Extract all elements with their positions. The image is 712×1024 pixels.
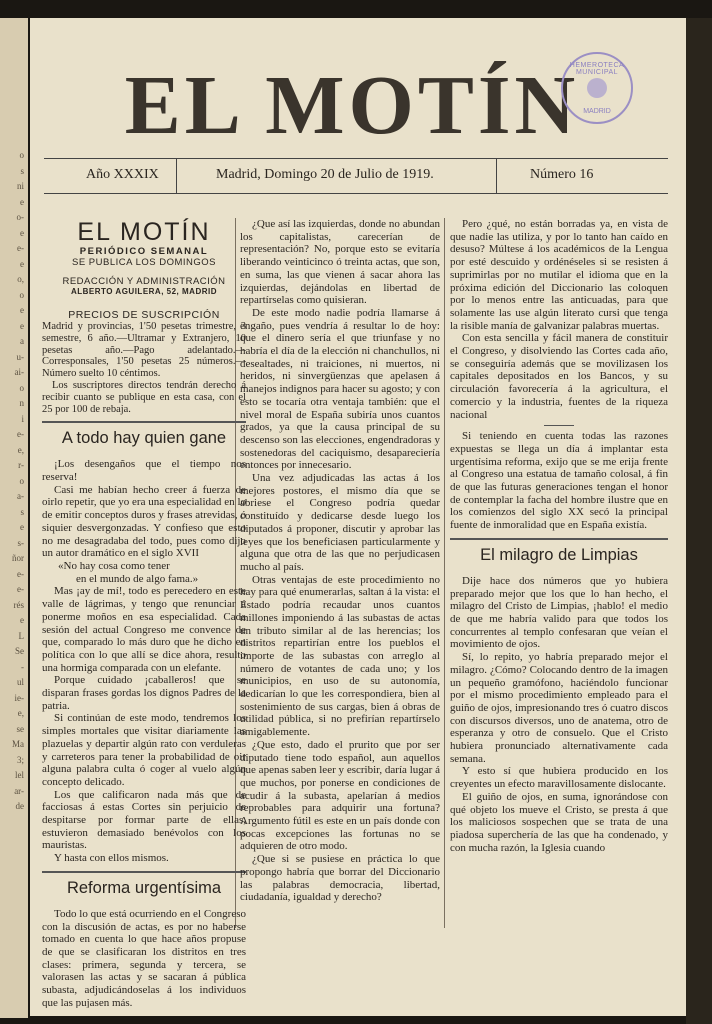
paragraph: ¿Que así las izquierdas, donde no abundan los capitalistas, carecerían de representación? No, porque esto se evitaría liberando veinticinco ó treinta actas, que son, en suma, las que vienen á sacar ahora las izquierdas, dejándolas en libertad de repartírselas como quisieran. <box>240 218 440 307</box>
column-1 <box>42 218 246 1008</box>
paragraph: Mas ¡ay de mí!, todo es perecedero en este valle de lágrimas, y tengo que renunciar á ponerme moños en esa especialidad. Cada sesión del actual Congreso me convence de que, comparado lo más duro que he dicho en política con lo que allí se dice ahora, resulto una hormiga comparada con un elefante. <box>42 585 246 674</box>
paragraph: Porque cuidado ¡caballeros! que se disparan frases gordas los dignos Padres de la patria. <box>42 674 246 712</box>
edge-fragment: rés <box>13 599 24 610</box>
edge-fragment: i <box>21 413 24 424</box>
box-address: ALBERTO AGUILERA, 52, MADRID <box>70 287 217 296</box>
edge-fragment: 3; <box>16 754 24 765</box>
edge-fragment: n <box>19 398 24 408</box>
paragraph: Una vez adjudicadas las actas á los mejores postores, el mismo día que se abriese el Congreso podría quedar constituído y dedicarse desde luego los diputados á proponer, discutir y aprobar las leyes que los beneficiasen particularmente y alguna que otra de las que no perjudicasen mucho al país. <box>240 472 440 573</box>
stamp-bottom-text: MADRID <box>583 108 611 115</box>
paragraph: Los que calificaron nada más que de facciosas á estas Cortes sin perjuicio de despitarse por formar parte de ellas, estuvieron demasiado benévolos con los mauristas. <box>42 788 246 852</box>
edge-fragment: se <box>16 723 24 734</box>
paragraph: Con esta sencilla y fácil manera de constituir el Congreso, y disolviendo las Cortes cada año, se conseguiría además que se movilizasen los capitales depositados en los Bancos, y su circulación favorecería á la agricultura, el comercio y la industria, fuentes de la riqueza nacional <box>450 332 668 421</box>
issue-info-bar <box>44 158 668 194</box>
paragraph: Pero ¿qué, no están borradas ya, en vista de que nadie las utiliza, y por lo tanto han caído en desuso? Múltese á los académicos de la Lengua por esté descuido y ordénéseles si se resisten á suprimirlas por no mutilar el idioma que en la próxima edición del Diccionario las coloquen por lo menos entre las anticuadas, para que solamente las use algún literato cursi que tenga la risible manía de galvanizar palabras muertas. <box>450 218 668 332</box>
edge-fragment: s <box>20 165 24 176</box>
paragraph: Casi me habían hecho creer á fuerza de oirlo repetir, que yo era una especialidad en lo de emitir conceptos duros y frases atrevidas, ó siquier desvergonzadas. Y confieso que esto no me desagradaba del todo, pues como dijo un autor dramático en el siglo XVII <box>42 483 246 560</box>
adjacent-page-text <box>2 148 24 815</box>
edge-fragment: e- <box>17 429 24 439</box>
edge-fragment: a- <box>17 491 24 501</box>
paragraph: Si continúan de este modo, tendremos los simples mortales que visitar diariamente las plazuelas y departir algún rato con verduleras y carreteros para tener la probabilidad de oir alguna palabra culta ó coger al vuelo algún concepto delicado. <box>42 712 246 788</box>
divider <box>544 425 574 426</box>
box-office: REDACCIÓN Y ADMINISTRACIÓN <box>62 276 226 287</box>
paragraph: Si teniendo en cuenta todas las razones expuestas se llega un día á implantar esta urgentísima reforma, exijo que se me erija frente al Congreso una estatua de tamaño colosal, á fin de que las futuras generaciones tengan el honor de contemplar la facha del hombre ilustre que en los comienzos del siglo XX secó la principal fuente de inmoralidad que en España existía. <box>450 430 668 532</box>
paragraph: El guiño de ojos, en suma, ignorándose con qué objeto los mueve el Cristo, se presta á que los maliciosos sospechen que se trata de una piadosa superchería de las que ha condenado, y con mucha razón, la Iglesia cuando <box>450 790 668 854</box>
stamp-emblem-icon <box>587 78 607 98</box>
prices-text: Madrid y provincias, 1'50 pesetas trimestre, 3 semestre, 6 año.—Ultramar y Extranjero, 10 pesetas año.—Pago adelantado.—Corresponsales, 1'50 pesetas 25 números.—Número suelto 10 céntimos. <box>42 321 246 380</box>
edge-fragment: e- <box>17 584 24 594</box>
paragraph: ¡Los desengaños que el tiempo nos reserva! <box>42 458 246 484</box>
article-heading: Reforma urgentísima <box>42 871 246 898</box>
adjacent-page-edge <box>0 18 28 1018</box>
divider <box>496 159 497 193</box>
box-subtitle: PERIÓDICO SEMANAL <box>79 246 209 257</box>
edge-fragment: e <box>20 305 24 315</box>
edge-fragment: lel <box>15 770 24 780</box>
edge-fragment: e <box>20 522 24 532</box>
issue-number: Número 16 <box>530 167 594 182</box>
column-3 <box>450 218 668 1008</box>
edge-fragment: ie- <box>14 692 24 703</box>
paragraph: De este modo nadie podría llamarse á engaño, pues vendría á resultar lo de hoy: que el dinero sería el que triunfase y no habría el día de la elección ni chanchullos, ni desealtades, ni traiciones, ni muertos, ni heridos, ni sinvergüenzas que apelasen á manejos indignos para hacer su agosto; y con esto se tocaría otra ventaja también: que el nivel moral de España subiría unos cuantos grados, ya que la causa principal de su descenso son las elecciones, engendradoras y sostenedoras del caciquismo, desapareciería entonces por innecesario. <box>240 306 440 472</box>
edge-fragment: ai- <box>14 367 24 377</box>
column-2 <box>240 218 440 1008</box>
paragraph: ¿Que esto, dado el prurito que por ser diputado tiene todo español, aun aquellos que apenas saben leer y escribir, daría lugar á que muchos, por ponerse en condiciones de acudir á la subasta, apelarían á medios reprobables para adquirir una fortuna? Argumento fútil es este en un país donde con pocas excepciones las fortunas no se adquieren de otro modo. <box>240 738 440 853</box>
issue-year: Año XXXIX <box>86 167 159 182</box>
verse-line: «No hay cosa como tener <box>58 560 170 572</box>
paragraph: Y hasta con ellos mismos. <box>54 852 169 865</box>
article-heading: A todo hay quien gane <box>42 421 246 448</box>
edge-fragment: e, <box>17 444 24 455</box>
edge-fragment: u- <box>16 351 24 362</box>
subscription-box <box>42 218 246 321</box>
article-heading: El milagro de Limpias <box>450 538 668 565</box>
box-tagline: SE PUBLICA LOS DOMINGOS <box>71 257 216 268</box>
paragraph: Todo lo que está ocurriendo en el Congreso con la discusión de actas, es por no haberse tomado en cuenta lo que hace años propuse de que se clasificaran los distritos en tres clases: primera, segunda y tercera, se valorasen las actas y se sacaran á pública subasta, adjudicándoselas á los individuos que las pujasen más. <box>42 907 246 1008</box>
edge-fragment: Ma <box>12 739 24 749</box>
paragraph: Sí, lo repito, yo habría preparado mejor el milagro. ¿Cómo? Colocando dentro de la imagen un pequeño gramófono, haciéndolo funcionar por el mismo procedimiento empleado para el guiño de ojos, impresionando tres ó cuatro discos con discursos diversos, uno de anatema, otro de esperanza y otro de consuelo. Que el Cristo hubiera pronunciado alternativamente cada semana. <box>450 651 668 765</box>
subscription-prices <box>42 321 246 415</box>
edge-fragment: e <box>20 227 24 238</box>
newspaper-page <box>30 18 686 1016</box>
edge-fragment: ar- <box>14 785 24 796</box>
edge-fragment: o <box>19 150 24 160</box>
edge-fragment: - <box>21 661 24 672</box>
edge-fragment: ñor <box>12 553 24 563</box>
edge-fragment: e, <box>17 708 24 718</box>
edge-fragment: s <box>20 506 24 517</box>
edge-fragment: e <box>20 320 24 331</box>
paragraph: Dije hace dos números que yo hubiera preparado mejor que los que lo han hecho, el milagro del Cristo de Limpias, ¡hablo! el medio de que me habría valido para que todos los concurrentes al templo confesaran que veían el movimiento de ojos. <box>450 574 668 651</box>
paragraph: Y esto sí que hubiera producido en los creyentes un efecto maravillosamente dislocante. <box>450 765 668 791</box>
paragraph: ¿Que si se pusiese en práctica lo que propongo habría que borrar del Diccionario las palabras democracia, libertad, ciudadanía, igualdad y derecho? <box>240 853 440 904</box>
edge-fragment: e- <box>17 568 24 579</box>
edge-fragment: o- <box>16 212 24 222</box>
issue-date: Madrid, Domingo 20 de Julio de 1919. <box>216 167 434 182</box>
divider <box>176 159 177 193</box>
edge-fragment: s- <box>17 537 24 548</box>
library-stamp <box>561 52 633 124</box>
page-shadow <box>686 18 712 1024</box>
edge-fragment: e <box>20 615 24 625</box>
edge-fragment: o <box>19 382 24 393</box>
edge-fragment: e <box>20 258 24 269</box>
edge-fragment: Se <box>15 646 24 656</box>
edge-fragment: o <box>19 289 24 300</box>
edge-fragment: ni <box>16 181 24 191</box>
edge-fragment: a <box>20 336 24 346</box>
box-title: EL MOTÍN <box>77 218 211 246</box>
edge-fragment: ul <box>16 677 24 687</box>
edge-fragment: r- <box>18 460 24 470</box>
column-rule <box>444 218 445 928</box>
newspaper-title: EL MOTÍN <box>124 59 580 152</box>
edge-fragment: o <box>19 475 24 486</box>
verse-line: en el mundo de algo fama.» <box>76 572 199 585</box>
subscribers-text: Los suscriptores directos tendrán derecho á recibir cuanto se publique en esta casa, con el 25 por 100 de rebaja. <box>42 379 246 415</box>
box-prices-heading: PRECIOS DE SUSCRIPCIÓN <box>68 309 220 321</box>
edge-fragment: e- <box>17 243 24 253</box>
edge-fragment: e <box>20 196 24 207</box>
edge-fragment: o, <box>17 274 24 284</box>
edge-fragment: de <box>15 801 24 811</box>
stamp-top-text: HEMEROTECA MUNICIPAL <box>569 62 625 76</box>
paragraph: Otras ventajas de este procedimiento no hay para qué enumerarlas, saltan á la vista: el Estado podría recaudar unos cuantos millones imponiendo á las subastas de actas un tributo similar al de las herencias; los distritos repartirían entre los pueblos el importe de las subastas con arreglo al número de votantes de cada uno; y los municipios, en uso de su autonomía, dedicarían lo que les correspondiera, bien al sostenimiento de sus cargas, bien á obras de utilidad pública, si no prefirían repartírselo amigablemente. <box>240 573 440 739</box>
edge-fragment: L <box>18 630 24 641</box>
